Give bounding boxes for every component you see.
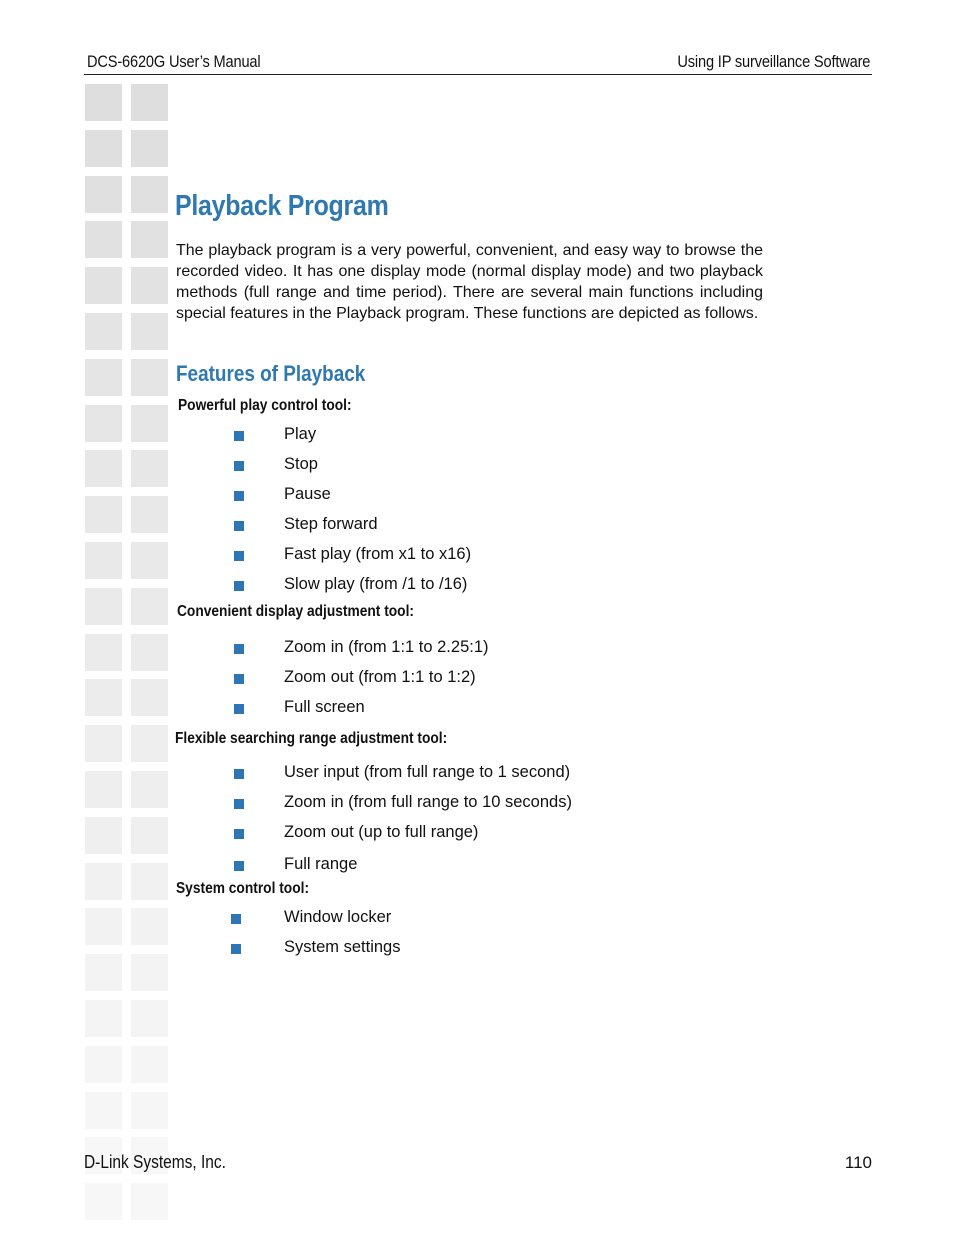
- group-title: Powerful play control tool:: [178, 397, 352, 414]
- decorative-tile: [131, 1046, 168, 1083]
- decorative-tile: [85, 84, 122, 121]
- decorative-tile: [131, 267, 168, 304]
- list-item-label: Zoom out (from 1:1 to 1:2): [284, 668, 476, 686]
- chapter-title: Using IP surveillance Software: [677, 52, 870, 71]
- decorative-tile: [85, 679, 122, 716]
- list-item-label: Slow play (from /1 to /16): [284, 575, 468, 593]
- bullet-icon: [234, 704, 244, 714]
- decorative-tile: [131, 84, 168, 121]
- list-item-label: Window locker: [284, 908, 392, 926]
- bullet-icon: [234, 769, 244, 779]
- list-item-label: Pause: [284, 485, 331, 503]
- bullet-icon: [234, 581, 244, 591]
- decorative-tile: [85, 267, 122, 304]
- decorative-tile: [85, 954, 122, 991]
- decorative-tile-strip: [84, 82, 174, 1235]
- decorative-tile: [131, 817, 168, 854]
- list-item-label: System settings: [284, 938, 401, 956]
- company-name: D-Link Systems, Inc.: [84, 1152, 226, 1172]
- list-item-label: Fast play (from x1 to x16): [284, 545, 472, 563]
- decorative-tile: [85, 1092, 122, 1129]
- bullet-icon: [234, 829, 244, 839]
- group-title: Convenient display adjustment tool:: [177, 603, 414, 620]
- manual-title: DCS-6620G User’s Manual: [87, 52, 261, 71]
- decorative-tile: [131, 908, 168, 945]
- decorative-tile: [131, 771, 168, 808]
- decorative-tile: [85, 542, 122, 579]
- decorative-tile: [85, 588, 122, 625]
- decorative-tile: [131, 221, 168, 258]
- header-rule: [84, 74, 872, 75]
- intro-paragraph: The playback program is a very powerful, convenient, and easy way to browse the recorded video. It has one display mode (normal display mode) and two playback methods (full range and time period). There are several main functions including special features in the Playback program. These functions are depicted as follows.: [176, 242, 763, 322]
- decorative-tile: [85, 863, 122, 900]
- list-item-label: Step forward: [284, 515, 378, 533]
- decorative-tile: [85, 1046, 122, 1083]
- decorative-tile: [131, 542, 168, 579]
- decorative-tile: [131, 313, 168, 350]
- decorative-tile: [85, 771, 122, 808]
- decorative-tile: [85, 1183, 122, 1220]
- decorative-tile: [85, 130, 122, 167]
- decorative-tile: [131, 1092, 168, 1129]
- decorative-tile: [85, 725, 122, 762]
- decorative-tile: [85, 1000, 122, 1037]
- decorative-tile: [131, 679, 168, 716]
- bullet-icon: [231, 914, 241, 924]
- decorative-tile: [131, 496, 168, 533]
- decorative-tile: [85, 221, 122, 258]
- list-item-label: Stop: [284, 455, 318, 473]
- decorative-tile: [131, 450, 168, 487]
- decorative-tile: [131, 176, 168, 213]
- decorative-tile: [131, 1000, 168, 1037]
- decorative-tile: [85, 450, 122, 487]
- page-title: Playback Program: [175, 190, 389, 222]
- list-item-label: User input (from full range to 1 second): [284, 763, 571, 781]
- bullet-icon: [234, 644, 244, 654]
- decorative-tile: [131, 954, 168, 991]
- decorative-tile: [131, 634, 168, 671]
- decorative-tile: [131, 1183, 168, 1220]
- bullet-icon: [234, 674, 244, 684]
- list-item-label: Zoom in (from full range to 10 seconds): [284, 793, 572, 811]
- decorative-tile: [131, 359, 168, 396]
- list-item-label: Zoom in (from 1:1 to 2.25:1): [284, 638, 489, 656]
- bullet-icon: [231, 944, 241, 954]
- bullet-icon: [234, 431, 244, 441]
- list-item-label: Zoom out (up to full range): [284, 823, 479, 841]
- list-item-label: Play: [284, 425, 317, 443]
- bullet-icon: [234, 861, 244, 871]
- decorative-tile: [85, 634, 122, 671]
- bullet-icon: [234, 491, 244, 501]
- decorative-tile: [85, 359, 122, 396]
- decorative-tile: [85, 908, 122, 945]
- decorative-tile: [131, 588, 168, 625]
- list-item-label: Full screen: [284, 698, 365, 716]
- decorative-tile: [131, 863, 168, 900]
- group-title: System control tool:: [176, 880, 310, 897]
- decorative-tile: [131, 725, 168, 762]
- decorative-tile: [85, 176, 122, 213]
- decorative-tile: [131, 130, 168, 167]
- bullet-icon: [234, 461, 244, 471]
- bullet-icon: [234, 521, 244, 531]
- bullet-icon: [234, 551, 244, 561]
- decorative-tile: [85, 313, 122, 350]
- page-number: 110: [844, 1153, 872, 1172]
- bullet-icon: [234, 799, 244, 809]
- decorative-tile: [85, 496, 122, 533]
- group-title: Flexible searching range adjustment tool:: [175, 730, 448, 747]
- decorative-tile: [85, 405, 122, 442]
- list-item-label: Full range: [284, 855, 358, 873]
- decorative-tile: [131, 405, 168, 442]
- decorative-tile: [85, 817, 122, 854]
- section-title: Features of Playback: [176, 361, 366, 386]
